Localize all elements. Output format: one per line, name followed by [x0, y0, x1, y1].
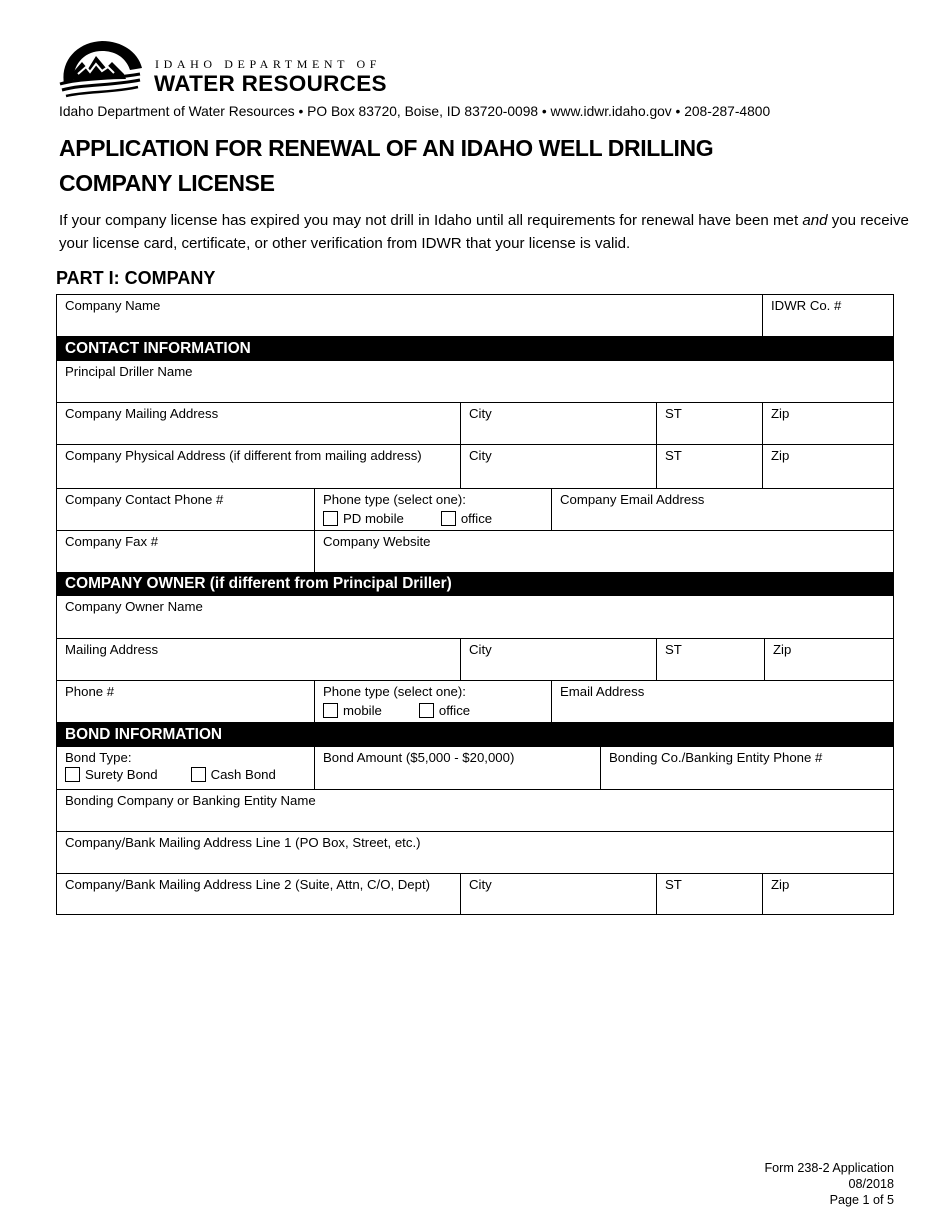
- owner-state-field[interactable]: [657, 639, 765, 681]
- office-checkbox[interactable]: [441, 511, 456, 526]
- bond-info-heading: BOND INFORMATION: [57, 723, 893, 747]
- bank-city-label: City: [469, 877, 492, 892]
- phone-type-label: Phone type (select one):: [323, 492, 466, 507]
- bonding-entity-name-label: Bonding Company or Banking Entity Name: [65, 793, 316, 808]
- owner-mailing-address-field[interactable]: [57, 639, 461, 681]
- bank-zip-field[interactable]: [763, 874, 893, 914]
- title-line-1: APPLICATION FOR RENEWAL OF AN IDAHO WELL DRILLING: [59, 135, 714, 161]
- form-date: 08/2018: [848, 1177, 894, 1191]
- owner-zip-field[interactable]: [765, 639, 893, 681]
- company-fax-label: Company Fax #: [65, 534, 159, 549]
- company-form: [56, 294, 894, 915]
- form-footer: [764, 1160, 894, 1208]
- mailing-zip-label: Zip: [771, 406, 790, 421]
- intro-text-before: If your company license has expired you may not drill in Idaho until all requirements for renewal have been met: [59, 212, 803, 229]
- principal-driller-label: Principal Driller Name: [65, 364, 193, 379]
- physical-city-label: City: [469, 448, 492, 463]
- bonding-entity-phone-field[interactable]: [601, 747, 893, 790]
- mailing-city-field[interactable]: [461, 403, 657, 445]
- owner-zip-label: Zip: [773, 642, 792, 657]
- owner-phone-type-field: [315, 681, 552, 723]
- owner-phone-field[interactable]: [57, 681, 315, 723]
- physical-address-field[interactable]: [57, 445, 461, 489]
- mailing-address-field[interactable]: [57, 403, 461, 445]
- company-name-field[interactable]: [57, 295, 763, 337]
- contact-phone-type-field: [315, 489, 552, 531]
- contact-phone-label: Company Contact Phone #: [65, 492, 224, 507]
- company-owner-heading: COMPANY OWNER (if different from Principal Driller): [57, 572, 893, 596]
- bank-state-field[interactable]: [657, 874, 763, 914]
- owner-name-field[interactable]: [57, 596, 893, 639]
- mailing-address-label: Company Mailing Address: [65, 406, 219, 421]
- form-number: Form 238-2 Application: [764, 1161, 894, 1175]
- idwr-co-number-field[interactable]: [763, 295, 893, 337]
- owner-phone-label: Phone #: [65, 684, 115, 699]
- bank-zip-label: Zip: [771, 877, 790, 892]
- owner-email-field[interactable]: [552, 681, 893, 723]
- idwr-logo-icon: [56, 38, 146, 100]
- contact-info-heading: CONTACT INFORMATION: [57, 337, 893, 361]
- company-name-label: Company Name: [65, 298, 161, 313]
- bonding-entity-name-field[interactable]: [57, 790, 893, 832]
- company-email-label: Company Email Address: [560, 492, 705, 507]
- mailing-zip-field[interactable]: [763, 403, 893, 445]
- bank-address-line2-label: Company/Bank Mailing Address Line 2 (Suite, Attn, C/O, Dept): [65, 877, 431, 892]
- company-fax-field[interactable]: [57, 531, 315, 573]
- company-website-field[interactable]: [315, 531, 893, 573]
- owner-name-label: Company Owner Name: [65, 599, 203, 614]
- physical-state-label: ST: [665, 448, 682, 463]
- agency-name-top: IDAHO DEPARTMENT OF: [155, 57, 382, 71]
- physical-zip-field[interactable]: [763, 445, 893, 489]
- idwr-co-label: IDWR Co. #: [771, 298, 842, 313]
- pd-mobile-checkbox[interactable]: [323, 511, 338, 526]
- part-1-heading: PART I: COMPANY: [56, 268, 216, 288]
- bank-address-line1-field[interactable]: [57, 832, 893, 874]
- intro-emphasis: and: [802, 212, 828, 229]
- cash-bond-label: Cash Bond: [210, 767, 276, 782]
- owner-mobile-checkbox[interactable]: [323, 703, 338, 718]
- mailing-state-label: ST: [665, 406, 682, 421]
- company-website-label: Company Website: [323, 534, 431, 549]
- physical-zip-label: Zip: [771, 448, 790, 463]
- principal-driller-field[interactable]: [57, 361, 893, 403]
- surety-bond-label: Surety Bond: [85, 767, 158, 782]
- title-line-2: COMPANY LICENSE: [59, 170, 275, 196]
- intro-text-after: you receive your license card, certificate, or other verification from IDWR that your license is valid.: [59, 212, 909, 252]
- bonding-entity-phone-label: Bonding Co./Banking Entity Phone #: [609, 750, 823, 765]
- office-label: office: [460, 511, 493, 526]
- bond-amount-label: Bond Amount ($5,000 - $20,000): [323, 750, 515, 765]
- physical-city-field[interactable]: [461, 445, 657, 489]
- cash-bond-checkbox[interactable]: [191, 767, 206, 782]
- company-email-field[interactable]: [552, 489, 893, 531]
- intro-paragraph: [59, 209, 909, 255]
- bank-address-line2-field[interactable]: [57, 874, 461, 914]
- owner-email-label: Email Address: [560, 684, 645, 699]
- mailing-city-label: City: [469, 406, 492, 421]
- owner-office-checkbox[interactable]: [419, 703, 434, 718]
- bond-amount-field[interactable]: [315, 747, 601, 790]
- bank-state-label: ST: [665, 877, 682, 892]
- owner-office-label: office: [438, 703, 471, 718]
- bond-type-label: Bond Type:: [65, 750, 132, 765]
- pd-mobile-label: PD mobile: [343, 511, 404, 526]
- bank-address-line1-label: Company/Bank Mailing Address Line 1 (PO Box, Street, etc.): [65, 835, 421, 850]
- owner-phone-type-label: Phone type (select one):: [323, 684, 466, 699]
- page-number: Page 1 of 5: [829, 1193, 894, 1207]
- owner-mailing-label: Mailing Address: [65, 642, 159, 657]
- owner-state-label: ST: [665, 642, 682, 657]
- physical-address-label: Company Physical Address (if different from mailing address): [65, 448, 422, 463]
- owner-mobile-label: mobile: [343, 703, 382, 718]
- bond-type-field: [57, 747, 315, 790]
- mailing-state-field[interactable]: [657, 403, 763, 445]
- contact-phone-field[interactable]: [57, 489, 315, 531]
- bank-city-field[interactable]: [461, 874, 657, 914]
- page-title: [59, 131, 819, 201]
- agency-name-bottom: WATER RESOURCES: [154, 71, 387, 96]
- owner-city-field[interactable]: [461, 639, 657, 681]
- surety-bond-checkbox[interactable]: [65, 767, 80, 782]
- physical-state-field[interactable]: [657, 445, 763, 489]
- owner-city-label: City: [469, 642, 492, 657]
- agency-contact-line: Idaho Department of Water Resources • PO Box 83720, Boise, ID 83720-0098 • www.idwr.idaho.gov • 208-287-4800: [59, 104, 771, 119]
